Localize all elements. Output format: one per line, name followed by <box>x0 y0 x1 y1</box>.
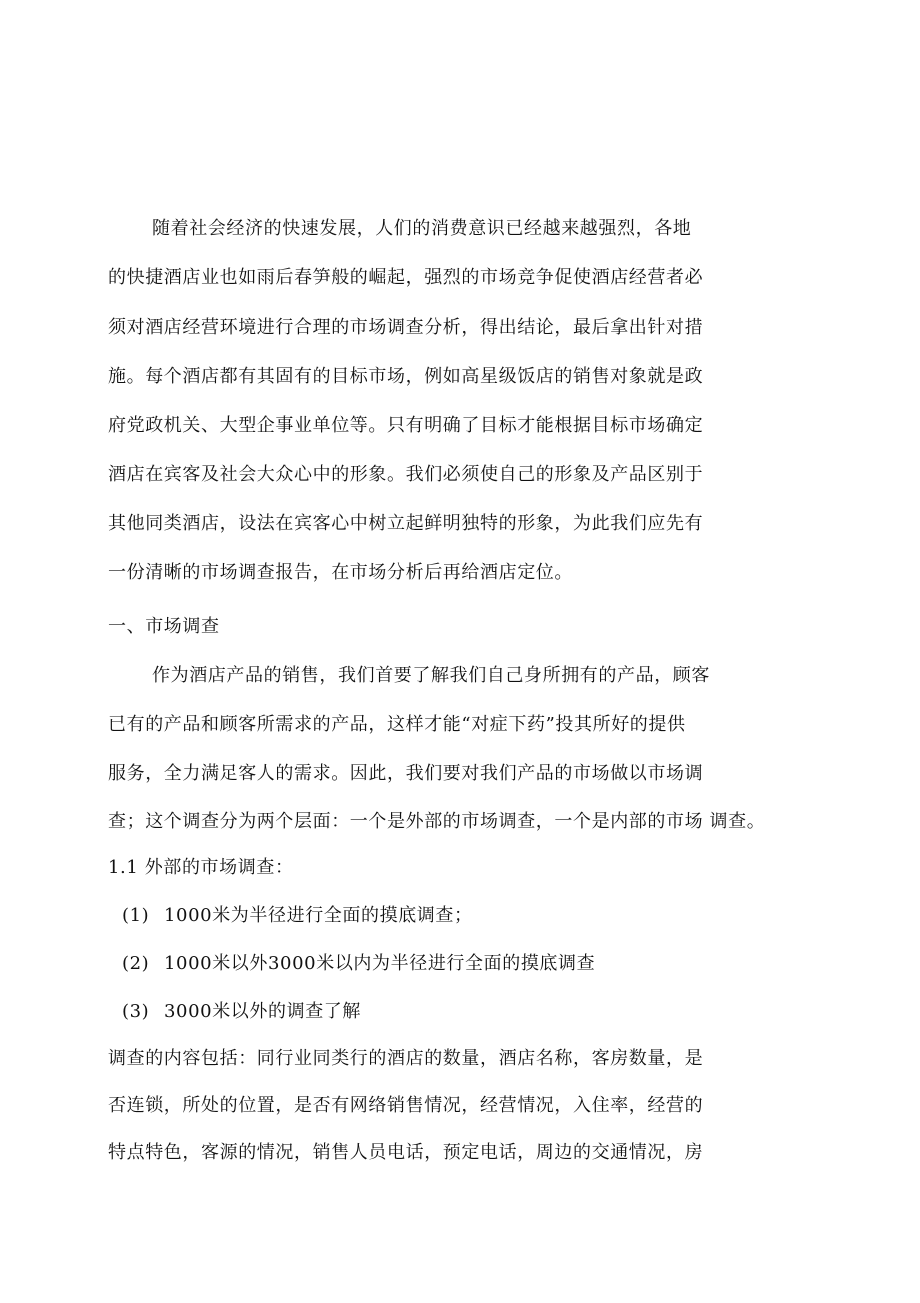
list-item-text: 3000米以外的调查了解 <box>164 1001 362 1022</box>
list-item-number: (3) <box>122 1001 150 1022</box>
intro-line: 其他同类酒店，设法在宾客心中树立起鲜明独特的形象，为此我们应先有 <box>108 513 704 534</box>
intro-line: 须对酒店经营环境进行合理的市场调查分析，得出结论，最后拿出针对措 <box>108 317 704 338</box>
intro-line: 酒店在宾客及社会大众心中的形象。我们必须使自己的形象及产品区别于 <box>108 464 704 485</box>
list-item-number: (2) <box>122 953 150 974</box>
list-item-text: 1000米以外3000米以内为半径进行全面的摸底调查 <box>164 953 596 974</box>
content-line: 特点特色，客源的情况，销售人员电话，预定电话，周边的交通情况，房 <box>108 1142 704 1163</box>
section-line: 作为酒店产品的销售，我们首要了解我们自己身所拥有的产品，顾客 <box>152 665 710 686</box>
intro-line: 施。每个酒店都有其固有的目标市场，例如高星级饭店的销售对象就是政 <box>108 366 704 387</box>
list-item-text: 1000米为半径进行全面的摸底调查； <box>164 905 473 926</box>
section-line: 服务，全力满足客人的需求。因此，我们要对我们产品的市场做以市场调 <box>108 763 704 784</box>
subsection-heading: 1.1 外部的市场调查： <box>108 857 294 878</box>
section-line: 已有的产品和顾客所需求的产品，这样才能“对症下药”投其所好的提供 <box>108 714 686 735</box>
section-line: 查；这个调查分为两个层面：一个是外部的市场调查，一个是内部的市场 调查。 <box>108 811 766 832</box>
list-item-number: (1) <box>122 905 150 926</box>
intro-line: 府党政机关、大型企事业单位等。只有明确了目标才能根据目标市场确定 <box>108 415 704 436</box>
list-item <box>122 953 595 975</box>
list-item <box>122 1001 361 1023</box>
intro-line: 随着社会经济的快速发展，人们的消费意识已经越来越强烈，各地 <box>152 218 692 239</box>
intro-line: 一份清晰的市场调查报告，在市场分析后再给酒店定位。 <box>108 562 573 583</box>
intro-line: 的快捷酒店业也如雨后春笋般的崛起，强烈的市场竞争促使酒店经营者必 <box>108 267 704 288</box>
content-line: 调查的内容包括：同行业同类行的酒店的数量，酒店名称，客房数量，是 <box>108 1048 704 1069</box>
list-item <box>122 905 473 927</box>
section-heading: 一、市场调查 <box>108 616 220 637</box>
content-line: 否连锁，所处的位置，是否有网络销售情况，经营情况，入住率，经营的 <box>108 1095 704 1116</box>
